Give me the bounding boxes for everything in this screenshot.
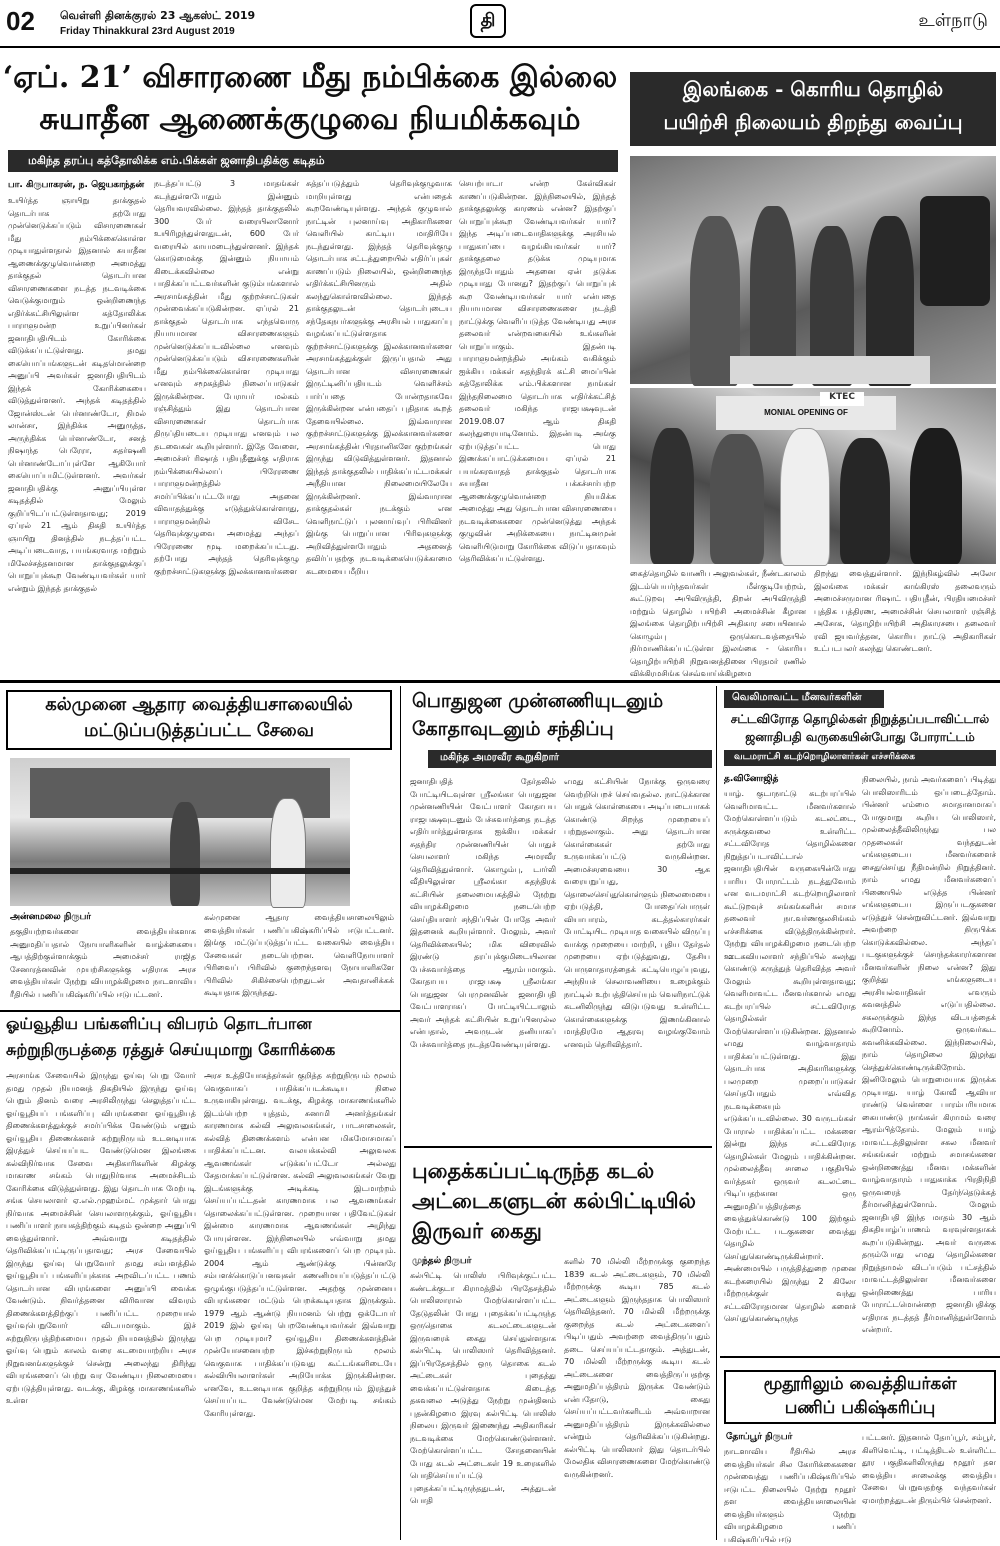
headline-line-1: புதைக்கப்பட்டிருந்த கடல் [412,1158,655,1183]
photo-caption-column: கைத்தொழில் வாணிப அலுவல்கள், நீண்டகாலம் இடம்பெயர்ந்தவர்கள் மீள்குடியேற்றம், கூட்டுறவு அபிவிருத்தி, திறன் அபிவிருத்தி மற்றும் தொழில் பயிற்சி அமைச்சின் கீழான இலங்கை தொழிற்பயிற்சி அதிகார சபையினால் கொழும்பு ஒருகொடவத்தையில் நிர்மாணிக்கப்பட்டுள்ள இலங்கை - கொரிய தொழிற்பயிற்சி நிறுவனத்தினை பிரதமர் ரணில் விக்கிரமசிங்க செவ்வாய்க்கிழமை [630,569,806,678]
person-figure [270,798,306,908]
article-column: செயற்பாடா என்ற கேள்விகள் காணப்படுகின்றன. இந்நிலையில், இந்தத் தாக்குதலுக்கு காரணம் என்ன? இதற்குப் பொறுப்புக்கூற வேண்டியவர்கள் யார்? இந்த அடிப்படைவாதிகளுக்கு அரசியல் பாதுகாப்பை வழங்கியவர்கள் யார்? தாக்குதலை தடுக்க முடியுமாக இருந்தபோதும் அதனை ஏன் தடுக்க முடியாது போனது? இதற்குப் பொறுப்புக் கூற வேண்டியவர்கள் யார் என்பதை நியாயமான விசாரணைகளை நடத்தி நாட்டுக்கு வெளிப்படுத்த வேண்டியது அரச தலைவர் என்றவகையில் உங்களின் பொறுப்பாகும். இதன்படி பாராளுமன்றத்தில் அங்கம் வகிக்கும் ஐக்கிய மக்கள் சுதந்திரக் கட்சி மைப்பின் கத்தோலிக்க எம்.பிக்களான நாங்கள் இந்தநிலைமை தொடர்பாக எதிர்க்கட்சித் தலைவர் மகிந்த ராஜபக்ஷவுடன் 2019.08.07 ஆம் திகதி கலந்துரையாடினோம். இதன்படி அங்கு ஏற்படுத்தப்பட்ட பொது இணக்கப்பாட்டுக்கமைய ஏப்ரல் 21 பயங்கரவாதத் தாக்குதல் தொடர்பாக சுயாதீன பக்கச்சார்பற்ற ஆணைக்குழுவொன்றை நியமிக்க அமைத்து அது தொடர்பான விசாரணையை நடவடிக்கைகளை முன்னெடுத்து அந்தக் குழுவின் அறிக்கையை நாட்டினமுன் வெளியிடுமாறு கோரிக்கை விடுப்பதாகவும் தெரிவிக்கப்பட்டுள்ளது. [459,179,616,563]
article-column: எமது கட்சியின் நோக்கு ஒருவரை வெற்றிபெறச் செய்வதல்ல. நாட்டுக்கான பொதுக் கொள்கையை அடிப்படையாகக் கொண்டு சிறந்த முறையைப் பற்றுதலாகும். அது தொடர்பான கொள்கைகள் தற்போது உருவாக்கப்பட்டு வருகின்றன. அமைச்சரவையை 30 ஆக வரையறுப்பது, தொலைசெய்துகொள்ளும் நிலைமையை ஏற்படுத்தி, போதைப்பொருள் வியாபாரம், கடத்தல்காரர்கள் போட்டியிட முடியாத வகையில் விருப்பு வாக்கு முறையை மாற்றி, புதிய தேர்தல் முறையை ஏற்படுத்துவது, தேசிய பொருளாதாரத்தைக் கட்டியெழுப்புவது, அந்நியச் செலாவணியை உழைக்கும் நாட்டில் உற்பத்திசெய்யும் வெளிநாட்டுக் கடனிலிருந்து விடுபடுவது உள்ளிட்ட கொள்கைகளுக்கு இணங்கினால் மாத்திரமே ஆதரவு வழங்குவோம் எனவும் தெரிவித்தார். [564,777,710,1049]
byline: த.வினோஜித் [724,774,779,784]
headline-line-2: கோதாவுடனும் சந்திப்பு [412,718,614,740]
photo-hospital-counter [10,758,350,906]
article-column: சுத்தப்படுத்தும் தெரிவுக்குழுவாக மாறியுள்ளது என்பதைக் கூறவேண்டியுள்ளது. அந்தக் குழுவால் நாட்டின் புலனாய்வு அதிகாரிகளை வெளியில் காட்டிய மாதிரியே நடந்துள்ளது. இந்தத் தெரிவுக்குழு தொடர்பாக சட்டத்துறையில் எதிர்ப்புகள் காணப்படும் நிலையில், ஒன்றிணைந்த எதிர்க்கட்சியினரும் அதில் கலந்துகொள்ளவில்லை. இந்தத் தாக்குதலுடன் தொடர்புடைய சந்தேகநபர்களுக்கு அரசியல் பாதுகாப்பு வழங்கப்பட்டுள்ளதாக குற்றச்சாட்டுகளுக்கு இலக்கானவர்களை அரசாங்கத்துக்குள் இருப்பதால் அது தொடர்பான விசாரணைகள் இருட்டினிப்பதியடம் வெளிச்சம் பார்ப்பதை போன்றதாகவே இருக்கின்றன என்பதைப் புதிதாக கூறத் தேவையில்லை. இவ்வாரான குற்றச்சாட்டுகளுக்கு இலக்கானவர்களை அரசாங்கத்தின் பிரதானிகளே குற்றங்கள் இருந்து விடுவித்துள்ளனர். இதனால் இந்தத் தாக்குதலில் பாதிக்கப்பட்டமக்கள் அநீதியான நிலைமையிலேயே இருக்கின்றனர். இவ்வாரான தாக்குதல்கள் நடக்கும் என வெளிநாட்டுப் புலனாய்வுப் பிரிவினர் இங்கு பொறுப்பான பிரிவுகளுக்கு அறிவித்துள்ளபோதும் அதனைத் தவிர்ப்பதற்கு நடவடிக்கையெடுக்காமை கடமையை மீறிய [306,179,452,576]
story-fishermen-protest [720,686,1000,1354]
article-column: அரசாங்க சேவையில் இருந்து ஓய்வு பெறு வோர் தமது முதல் நியமனத் திகதியில் இருந்து ஓய்வு பெறும் தினம் வரை அரசிலிருந்து செலுத்தப்பட்ட ஓய்வூதியப் பங்களிப்பு விபரங்களை ஓய்வூதியத் திணைக்களத்துக்குச் சமர்ப்பிக்க வேண்டும் எனும் ஓய்வூதிய திணைக்களச் சுற்றுநிருபம் உடனடியாக இரத்துச் செய்யப்பட வேண்டுமென இலங்கை கல்விநிர்வாக சேவை அதிகாரிகளின் கிழக்கு மாகாண சங்கம் பொதுநிர்வாக அமைச்சிடம் கோரிக்கை விடுத்துள்ளது. இது தொடர்பாக மேற்படி சங்க செயலாளர் ஏ.எல்.முஹம்மட் முக்தார் பொது நிர்வாக அமைச்சின் செயலாளருக்கும், ஓய்வூதிய பணிப்பாளர் நாயகத்திற்கும் கடிதம் ஒன்றை அனுப்பி வைத்துள்ளார். அவ்வாறு கடிதத்தில் தெரிவிக்கப்பட்டிருப்பதாவது; அரச சேவையில் இருந்து ஓய்வு பெறுவோர் தமது சம்பளத்தில் ஓய்வூதியப் பங்களிப்புக்காக அறவிடப்பட்ட பணம் தொடர்பான விபரங்களை அனுப்பி வைக்க வேண்டும். நிவர்த்தனை விரிவான விவரம் திணைக்களத்திற்குப் பணிப்பட்ட முறையால் ஓய்வுபெறுவோர் விடயமாகும். இச் சுற்றுநிருபத்திற்கமைய முதல் நியமனத்தில் இருந்து ஓய்வு பெறும் காலம் வரை கடமையாற்றிய அரச நிறுவனங்களுக்குச் சென்று அலைந்து திரிந்து விபரங்களைப் பெற்று வர வேண்டிய நிலைமையை ஏற்படுத்தியுள்ளது. வடக்கு, கிழக்கு மாகாணங்களில் உள்ள [6,1071,196,1405]
article-column: பட்டனர். இதனால் தோப்பூர், சம்பூர், கிளிவெட்டி, பட்டித்திடல் உள்ளிட்ட தூர பகுதிகளிலிருந்து மூதூர் தள வைத்திய சாலைக்கு வைத்திய சேவை பெறுவதற்கு வந்தவர்கள் ஏமாற்றத்துடன் திரும்பிச் சென்றனர். [862,1433,996,1505]
headline-line-1: மூதூரிலும் வைத்தியர்கள் [763,1374,957,1394]
kicker-text: வடமராட்சி கடற்றொழிலாளர்கள் எச்சரிக்கை [734,752,915,762]
kicker-text: மகிந்த அமரவீர கூறுகிறார் [440,752,560,763]
headline-line-3: இருவர் கைது [412,1218,542,1243]
banner [716,396,896,430]
story-slpp-meeting [404,686,712,1144]
headline-line-1: ஓய்வூதிய பங்களிப்பு விபரம் தொடர்பான [6,1014,312,1033]
byline: அன்னமலை நிருபர் [10,912,92,922]
kicker-bar [724,750,996,766]
story-korea-training-centre [624,50,1000,680]
headline-box [630,72,996,146]
headline-line-1: கல்முனை ஆதார வைத்தியசாலையில் [45,694,353,715]
story-sea-cucumber-arrest [404,1150,712,1540]
kicker-bar [8,150,618,172]
byline: முந்தல் நிருபர் [412,1256,472,1266]
article-column: நாடளாவிய ரீதியில் அரச வைத்தியர்கள் சில கோரிக்கைகளை முன்வைத்து பணிப்பகிஷ்கரிப்பில் ஈடுபட்ட நிலையில் நேற்று மூதூர் தள வைத்தியசாலையின் வைத்தியர்களும் நேற்று வியாழக்கிழமை பணிப் பகிஷ்கரிப்பில் ஈடு [724,1447,856,1544]
headline-line-2: ஜனாதிபதி வருகையின்போது போராட்டம் [745,730,975,744]
person-figure [910,428,962,564]
article-column: கல்பிட்டி பொலிஸ் பிரிவுக்குட்பட்ட கண்டக்குடா கிராமத்தில் பிரதேசத்தில் பொலிஸாரால் மேற்கொள்ளப்பட்ட தேடுதலின் போது புதைக்கப்பட்டிருந்த ஒருதொகை கடலட்டைகளுடன் இருவரைக் கைது செய்துள்ளதாக கல்பிட்டி பொலிஸார் தெரிவித்தனர். இப்பிரதேசத்தில் ஒரு தொகை கடல் அட்டைகள் புதைத்து வைக்கப்பட்டுள்ளதாக கிடைத்த தகவலை அடுத்து நேற்று முன்தினம் புதன்கிழமை இரவு கல்பிட்டி பொலிஸ் நிலைய இருவர் இணைந்து அதிகாரிகள் நடவடிக்கை மேற்கொண்டுள்ளனர். மேற்கொள்ளப்பட்ட சோதனையின் போது கடல் அட்டைகள் 19 உரைகளில் பொதிசெய்யப்பட்டு புதைக்கப்பட்டிருந்ததுடன், அத்துடன் பொதி [410,1271,556,1505]
column-divider [400,686,401,1540]
headline-line-1: ‘ஏப். 21’ விசாரணை மீது நம்பிக்கை இல்லை [2,60,618,95]
article-column: களில் 70 மில்லி மீற்றருக்கு குறைந்த 1839 கடல் அட்டைகளும், 70 மில்லி மீற்றருக்கு கூடிய 785 கடல் அட்டைகளும் இருந்ததாக பொலிஸார் தெரிவித்தனர். 70 மில்லி மீற்றருக்கு குறைந்த கடல் அட்டைகளைப் பிடிப்பதும் அவற்றை வைத்திருப்பதும் தடை செய்யப்பட்டதாகும். அத்துடன், 70 மில்லி மீற்றருக்கு கூடிய கடல் அட்டைகளை வைத்திருப்பதற்கு அனுமதிப்பத்திரம் இருக்க வேண்டும் என்பதோடு, கைது செய்யப்பட்டவர்களிடம் அவ்வாறான அனுமதிப்பத்திரம் இருக்கவில்லை என்றும் தெரிவிக்கப்படுகின்றது. கல்பிட்டி பொலிஸார் இது தொடர்பில் மேலதிக விசாரணைகளை மேற்கொண்டு வருகின்றனர். [564,1257,710,1479]
headline-box [724,1370,996,1424]
person-figure [170,802,200,906]
photo-trainees-machine [630,156,996,384]
headline-line-1: இலங்கை - கொரிய தொழில் [682,77,944,101]
article-column: ஜனாதிபதித் தேர்தலில் போட்டியிடவுள்ள ஸ்ரீலங்கா பொதுஜன முன்னணியின் வேட்பாளர் கோதாபய ராஜபக்ஷவுடனும் பேச்சுவார்த்தை நடத்த எதிர்பார்த்துள்ளதாக ஐக்கிய மக்கள் சுதந்திர முன்னணியின் பொதுச் செயலாளர் மகிந்த அமரவீர தெரிவித்துள்ளார். கொழும்பு, டார்லி வீதியிலுள்ள ஸ்ரீலங்கா சுதந்திரக் கட்சியின் தலைமையகத்தில் நேற்று வியாழக்கிழமை நடைபெற்ற செய்தியாளர் சந்திப்பின் போதே அவர் இதனைக் கூறியுள்ளார். மேலும், அவர் தெரிவிக்கையில்; மிக விரைவில் இரண்டு தரப்புக்குமிடையிலான பேச்சுவார்த்தை ஆரம்பமாகும். கோதாபய ராஜபக்ஷ ஸ்ரீலங்கா பொதுஜன பெரமுனவின் ஜனாதிபதி வேட்பாளராகப் போட்டியிட்டாலும் அவர் அந்தக் கட்சியின் உறுப்பினரல்ல என்பதால், அவருடன் தனியாகப் பேச்சுவார்த்தை நடத்தவேண்டியுள்ளது. [410,777,556,1049]
headline-line-2: பயிற்சி நிலையம் திறந்து வைப்பு [663,110,963,134]
story-kalmunai-hospital [0,686,398,1008]
headline-line-2: மட்டுப்படுத்தப்பட்ட சேவை [84,720,314,741]
page-number: 02 [6,6,35,36]
story-mutur-doctors-strike [720,1360,1000,1544]
railing [10,868,350,874]
section-rule [0,680,1000,683]
masthead-rule [0,46,1000,48]
article-column: நடத்தப்பட்டு 3 மாதங்கள் கடந்துள்ளபோதும் இன்னும் தெரியவரவில்லை. இந்தத் தாக்குதலில் 300 பேர் வரையிலானோர் உயிரிழந்துள்ளதுடன், 600 பேர் வரையில் காயமடைந்துள்ளனர். இந்தக் கொடுமைக்கு இன்னும் நியாயம் கிடைக்கவில்லை என்று பாதிக்கப்பட்டவர்களின் குடும்பங்களால் அரசாங்கத்தின் மீது குற்றச்சாட்டுகள் முன்வைக்கப்படுகின்றன. ஏப்ரல் 21 தாக்குதல் தொடர்பாக எந்தவொரு நியாயமான விசாரணைகளும் முன்னெடுக்கப்படவில்லை எனவும் முன்னெடுக்கப்படும் விசாரணைகளின் மீது நம்பிக்கைகொள்ள முடியாது எனவும் சமூகத்தில் நிலைப்பாடுகள் இருக்கின்றன. பேராயர் மல்கம் ரஞ்சித்தும் இது தொடர்பான விசாரணைகள் தொடர்பாக திருப்தியடைய முடியாது எனவும் பல தடவைகள் கூறியுள்ளார். இதே வேளை, அமைச்சர் ரிஷாத் பதியுதீனுக்கு எதிராக நம்பிக்கையில்லாப் பிரேரணை பாராளுமன்றத்தில் சமர்ப்பிக்கப்பட்டபோது அதனை விவாதத்துக்கு எடுத்துக்கொள்ளாது, பாராளுமன்றில் விசேட தெரிவுக்குழுவை அமைத்து அந்தப் பிரேரணை மூடி மறைக்கப்பட்டது. தற்போது அந்தத் தெரிவுக்குழு குற்றச்சாட்டுகளுக்கு இலக்கானவர்களை [154,179,299,576]
person-figure [780,428,830,566]
column-divider [716,686,717,1540]
article-column: தகுதியற்றவர்களை வைத்தியர்களாக அனுமதிப்பதால் நோயாளிகளின் வாழ்க்கையை ஆபத்திற்குள்ளாக்கும் அமைச்சர் ராஜித சேனாரத்னவின் முயற்சிகளுக்கு எதிராக அரச வைத்தியர்கள் நேற்று வியாழக்கிழமை நாடளாவிய ரீதியில் பணிப்பகிஷ்கரிப்பில் ஈடுபட்டனர். [10,927,196,999]
ktec-sign: KTEC [820,392,864,406]
headline-line-1: சட்டவிரோத தொழில்கள் நிறுத்தப்படாவிட்டால் [730,712,990,726]
masthead-tamil-date: வெள்ளி தினக்குரல் 23 ஆகஸ்ட் 2019 [60,9,256,22]
person-figure [840,438,890,564]
headline-line-2: சுற்றுநிருபத்தை ரத்துச் செய்யுமாறு கோரிக்கை [6,1040,336,1059]
headline-line-2: அட்டைகளுடன் கல்பிட்டியில் [412,1188,696,1213]
label-bar [724,690,884,708]
byline: தோப்பூர் நிருபர் [726,1432,793,1442]
article-column: உயிர்த்த ஞாயிறு தாக்குதல் தொடர்பாக தற்போது முன்னெடுக்கப்படும் விசாரணைகள் மீது நம்பிக்கைகொள்ள முடியாதுள்ளதால் இதனால் சுயாதீன ஆணைக்குழுவொன்றை அமைத்து தாக்குதல் தொடர்பான விசாரணைகளை நடத்த நடவடிக்கை வெடுக்குமாறும் ஒன்றிணைந்த எதிர்க்கட்சியிலுள்ள கத்தோலிக்க பாராளுமன்ற உறுப்பினர்கள் ஜனாதிபதியிடம் கோரிக்கை விடுக்கப்பட்டுள்ளது. தமது கையொப்பங்களுடன் கடிதமொன்றை அனுப்பி அவர்கள் ஜனாதிபதியிடம் இந்தக் கோரிக்கையை விடுத்துள்ளனர். அந்தக் கடிதத்தில் ஜோன்ஸ்டன் பெர்னாண்டோ, நிமல் லான்சா, இந்திக்க அனுருத்த, அருந்திக்க பெர்னாண்டோ, சனத் நிஷாந்த பெரேரா, சுதர்ஷனி பெர்னாண்டோப்புள்ளே ஆகியோர் கையொப்பமிட்டுள்ளனர். அவர்கள் ஜனாதிபதிக்கு அனுப்பியுள்ள கடிதத்தில் மேலும் குறிப்பிடப்பட்டுள்ளதாவது; 2019 ஏப்ரல் 21 ஆம் திகதி உயிர்த்த ஞாயிறு தினத்தில் நடத்தப்பட்ட அடிப்படைவாத, பயங்கரவாத மற்றும் மிலேச்சத்தனமான தாக்குதலுக்குப் பொறுப்புக்கூற வேண்டியவர்கள் யார் என்றும் இந்தத் தாக்குதல் [8,196,146,593]
banner-text: MONIAL OPENING OF [764,408,848,417]
masthead [0,0,1000,46]
headline-line-2: சுயாதீன ஆணைக்குழுவை நியமிக்கவும் [39,102,581,137]
article-column: கல்முனை ஆதார வைத்தியசாலையிலும் வைத்தியர்கள் பணிப்பகிஷ்கரிப்பில் ஈடுபட்டனர். இங்கு மட்டுப்படுத்தப்பட்ட வகையில் வைத்திய சேவைகள் நடைபெற்றன. வெளிநோயாளர் பிரிவைப் பிரிவில் குறைந்தளவு நோயாளிகளே பிரிவில் சிகிச்சைபெற்றதுடன் அவதானிக்கக் கூடியதாக இருந்தது. [204,913,394,997]
article-column: நிலையில், நாம் அவர்களைப் பிடித்து பொலிஸாரிடம் ஒப்படைத்தோம். பின்னர் எம்மை சமாதானமாகப் போகுமாறு கூறிய பொலிஸார், முல்லைத்தீவிலிருந்து பல முதலைகள் வந்ததுடன் எங்களுடைய மீனவர்களைச் சைதுசெய்து நீதிமன்றில் நிறுத்தினர். நாம் எமது மீனவர்களைப் பிணையில் எடுத்த பின்னர் எங்களுடைய இருப்படகுகளை எடுத்துச் சென்றுவிட்டனர். இவ்வாறு அவற்றை நிருபிக்க கொடுக்கவில்லை. அந்தப் படகுகளுக்குச் சொந்தக்காரர்களான மீனவர்களின் நிலை என்ன? இது குறித்து எங்களுடைய அரசியல்வாதிகள் எவரும் கவனத்தில் எடுப்பதில்லை. சகலருக்கும் இந்த விடயத்தைக் கூறினோம். ஒருவர்கூட கவனிக்கவில்லை. இந்நிலையில், நாம் தொழிலை இழந்து செத்துக்கொண்டிருக்கிறோம். இனிமேலும் பொறுமையாக இருக்க முடியாது. யாழ் கோவீ ஆவியா ராண்டு வெள்ளை பாரம்பரியமாக கையாண்டு நாங்கள் கிராமம் வரை ஆரம்பித்தோம். மேலும் யாழ் மாவட்டத்திலுள்ள சகல மீனவர் சங்கங்கள் மற்றும் சமாசங்களை ஒன்றிணைத்து மீனவ மக்களின் வாழ்வாதாரம் பாதுகாக்க பிரதிநிதி ஒருவரைத் தேர்ந்தெடுக்கத் தீர்மானித்துள்ளோம். மேலும் ஜனாதிபதி இந்த மாதம் 30 ஆம் திகதியாழ்ப்பாணம் வரவுள்ளதாகக் கூறப்படுகின்றது. அவர் வருகை தரும்போது எமது தொழில்களை நிறுத்தாமல் விடப்படும் பட்சத்தில் மாவட்டத்திலுள்ள மீனவர்களை ஒன்றிணைத்து பாரிய போராட்டமொன்றை ஜனாதிபதிக்கு எதிராக நடத்தத் தீர்மானித்துள்ளோம் என்றார். [862,775,997,1334]
kicker-text: மகிந்த தரப்பு கத்தோலிக்க எம்.பிக்கள் ஜனாதிபதிக்கு கடிதம் [28,154,325,167]
headline-box [6,690,392,750]
section-label: உள்நாடு [918,10,988,31]
masthead-english-date: Friday Thinakkural 23rd August 2019 [60,26,235,37]
headline-line-2: பணிப் பகிஷ்கரிப்பு [784,1398,936,1418]
section-rule [720,1356,1000,1358]
machine-shape [920,196,990,306]
person-figure [710,434,764,564]
label-text: வெலிமாவட்ட மீனவர்களின் [732,692,862,703]
story-pension-circular [0,1014,398,1540]
byline: பா. கிருபாகரன், ந. ஜெயகாந்தன் [8,180,145,190]
section-rule [404,1146,712,1148]
section-rule [0,1010,400,1012]
newspaper-logo: தி [470,4,506,38]
kicker-bar [428,750,712,768]
article-column: யாழ். குடாநாட்டு கடற்பரப்பில் வெளிமாவட்ட மீனவர்களால் மேற்கொள்ளப்படும் கடலட்டை, சுருக்குவலை உள்ளிட்ட சட்டவிரோத தொழில்களை நிறுத்தப்படாவிட்டால் ஜனாதிபதியின் வருகையின்போது பாரிய போராட்டம் நடத்துவோம் என வடமராட்சி கடற்றொழிலாளர் கூட்டுறவுச் சங்கங்களின் சமாச தலைவர் நா.வர்ணகுலசிங்கம் எச்சரிக்கை விடுத்திருக்கின்றார். நேற்று வியாழக்கிழமை நடைபெற்ற ஊடகவியலாளர் சந்திப்பில் கலந்து கொண்டு கருத்துத் தெரிவித்த அவர் மேலும் கூறியுள்ளதாவது; வெளிமாவட்ட மீனவர்களால் எமது கடற்பரப்பில் சட்டவிரோத தொழில்கள் மேற்கொள்ளப்படுகின்றன. இதனால் எமது வாழ்வாதாரம் பாதிக்கப்பட்டுள்ளது. இது தொடர்பாக அதிகாரிகளுக்கு பலமுறை முறைப்பாடுகள் செய்தபோதும் எவ்வித நடவடிக்கையும் எடுக்கப்படவில்லை. 30 வருடங்கள் போரால் பாதிக்கப்பட்ட மக்களை இன்று இந்த சட்டவிரோத தொழில்கள் மேலும் பாதிக்கின்றன. முல்லைத்தீவு சாலை பகுதியில் வர்த்தகர் ஒருவர் கடலட்டை பிடிப்பதற்கான ஒரு அனுமதிப்பத்திரத்தை வைத்துக்கொண்டு 100 இற்கும் மேற்பட்ட படகுகளை வைத்து தொழில் செய்துகொண்டிருக்கின்றார். அண்மையில் பருத்தித்துறை முனை கடற்கரையில் இருந்து 2 கிலோ மீற்றருக்குள் வந்து சட்டவிரோதமான தொழில் களைச் செய்துகொண்டிருந்த [724,789,856,1323]
photo-caption-column: திறந்து வைத்துள்ளார். இந்நிகழ்வில் அலோ இலங்கை மக்கள் காங்கிரஸ் தலைவரும் அமைச்சருமான ரிஷாட் பதியுதீன், பிரதியமைச்சர் புத்திக பத்திரண, அமைச்சின் செயலாளர் ரஞ்சித் அசோக, தொழிற்பயிற்சி அதிகாரசபை தலைவர் ரவி ஜயவர்த்தன, கொரிய நாட்டு அதிகாரிகள் உட்படபலர் கலந்து கொண்டனர். [814,569,996,653]
person-figure [650,428,694,564]
story-catholic-mps-letter [0,50,620,680]
table-shape [730,356,930,384]
photo-plaque-presentation [630,388,996,564]
headline-line-1: பொதுஜன முன்னணியுடனும் [412,690,664,712]
article-column: அரச உத்தியோகத்தர்கள் குறித்த சுற்றுநிருபம் மூலம் வெகுவாகப் பாதிக்கப்படக்கூடிய நிலை உருவாகியுள்ளது. வடக்கு, கிழக்கு மாகாணங்களில் இடம்பெற்ற யுத்தம், சுனாமி அனர்த்தங்கள் காரணமாக கல்வி அலுவலகங்கள், பாடசாலைகள், கல்வித் திணைக்களம் என்பன மிகமோசமாகப் பாதிக்கப்பட்டன. வலயக்கல்வி அலுவலக ஆவணங்கள் எடுக்கப்பட்டோ அல்லது சேதமாக்கப்பட்டுள்ளன. கல்வி அலுவலகங்கள் வேறு இடங்களுக்கு அடிக்கடி இடமாற்றம் செய்யப்பட்டதன் காரணமாக பல ஆவணங்கள் தொலைக்கப்பட்டுள்ளன. முறையான பதிவேட்டுகள் இன்மை காரணமாக ஆவணங்கள் அழிந்து போயுள்ளன. இந்நிலையில் எவ்வாறு தமது ஓய்வூதிய பங்களிப்பு விபரங்களைப் பெற முடியும். 2004 ஆம் ஆண்டுக்கு பின்னரே சம்பளக்கொடுப்பனவுகள் கணனிமயப்படுத்தப்பட்டு ஒழுங்குபடுத்தப்பட்டுள்ளன. அதற்கு முன்னைய விபரங்களை மட்டும் பெறக்கூடியதாக இருக்கும். 1979 ஆம் ஆண்டு நியமனம் பெற்று ஒக்டோபர் 2019 இல் ஓய்வு பெறவேண்டியவர்கள் இவ்வாறு பெற முடியுமா? ஒய்வூதிய திணைக்களத்தின் முன்யோசனையற்ற இச்சுற்றுநிருபம் மூலம் வெகுவாக பாதிக்கப்படுவது கூட்டங்களிடையே கல்வியியலாளர்கள் அறியோக்க இருக்கின்றன. எனவே, உடனடியாக குறித்த சுற்றுநிருபம் இரத்துச் செய்யப்பட வேண்டுமென மேற்படி சங்கம் கோரியுள்ளது. [204,1071,396,1418]
